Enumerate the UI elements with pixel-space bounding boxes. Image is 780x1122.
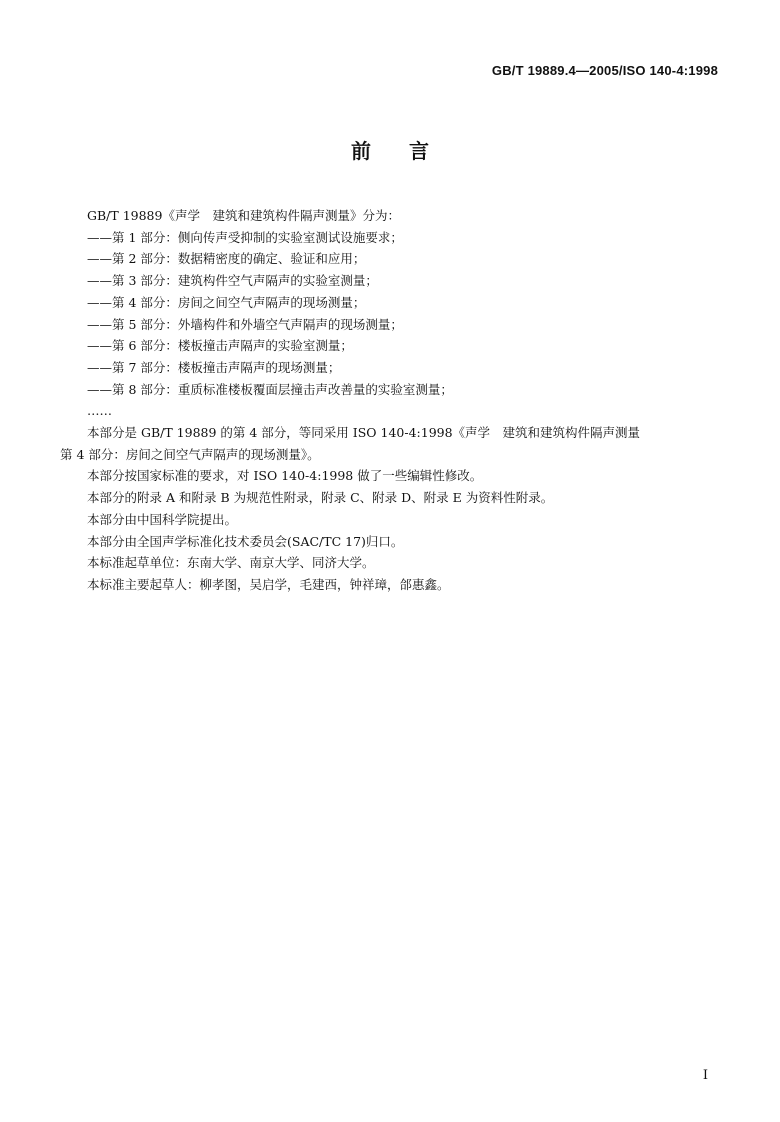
page-number: I: [702, 1068, 708, 1083]
equivalence-paragraph-line1: 本部分是 GB/T 19889 的第 4 部分，等同采用 ISO 140-4:1998《声学 建筑和建筑构件隔声测量: [87, 425, 641, 441]
part-list-item-1: ——第 1 部分：侧向传声受抑制的实验室测试设施要求；: [87, 229, 403, 245]
part-list-item-7: ——第 7 部分：楼板撞击声隔声的现场测量；: [87, 359, 341, 375]
edits-paragraph: 本部分按国家标准的要求，对 ISO 140-4:1998 做了一些编辑性修改。: [87, 468, 483, 484]
intro-line: GB/T 19889《声学 建筑和建筑构件隔声测量》分为：: [87, 208, 400, 223]
proposed-by-paragraph: 本部分由中国科学院提出。: [87, 511, 238, 527]
standard-code: GB/T 19889.4—2005/ISO 140-4:1998: [491, 63, 718, 78]
part-list-item-8: ——第 8 部分：重质标准楼板覆面层撞击声改善量的实验室测量；: [87, 381, 453, 397]
drafters-paragraph: 本标准主要起草人：柳孝图，吴启学，毛建西，钟祥璋，郃惠鑫。: [87, 576, 450, 592]
page-title: 前言: [351, 139, 467, 163]
ellipsis: ……: [87, 403, 112, 419]
drafting-units-paragraph: 本标准起草单位：东南大学、南京大学、同济大学。: [87, 555, 375, 571]
centralized-by-paragraph: 本部分由全国声学标准化技术委员会(SAC/TC 17)归口。: [87, 533, 404, 549]
equivalence-paragraph-line2: 第 4 部分：房间之间空气声隔声的现场测量》。: [60, 446, 320, 462]
part-list-item-6: ——第 6 部分：楼板撞击声隔声的实验室测量；: [87, 338, 353, 354]
part-list-item-3: ——第 3 部分：建筑构件空气声隔声的实验室测量；: [87, 273, 378, 289]
annexes-paragraph: 本部分的附录 A 和附录 B 为规范性附录，附录 C、附录 D、附录 E 为资料性附录。: [87, 490, 554, 506]
foreword-body: [60, 205, 725, 596]
part-list-item-5: ——第 5 部分：外墙构件和外墙空气声隔声的现场测量；: [87, 316, 403, 332]
part-list-item-2: ——第 2 部分：数据精密度的确定、验证和应用；: [87, 251, 366, 267]
part-list-item-4: ——第 4 部分：房间之间空气声隔声的现场测量；: [87, 294, 366, 310]
